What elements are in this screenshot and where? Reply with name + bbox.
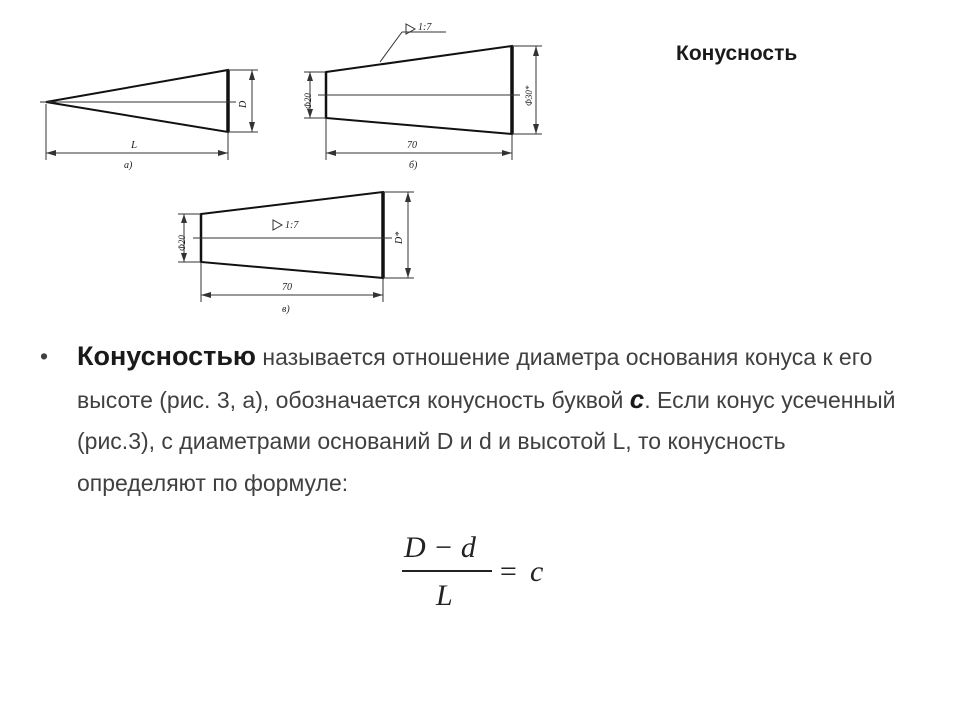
- figure-c-caption: в): [282, 304, 290, 315]
- figure-c-cone: [177, 192, 414, 315]
- cone-b-outline: [326, 46, 512, 134]
- formula-result: c: [530, 555, 544, 588]
- dim-b-length-label: 70: [407, 140, 417, 151]
- cone-c-outline: [201, 192, 383, 278]
- definition-paragraph: [40, 336, 920, 504]
- figure-b-cone: [303, 22, 542, 171]
- definition-part-2: . Если конус усеченный (рис.3), с диаметрами оснований D и d и высотой L, то конусность определяют по формуле:: [77, 386, 896, 496]
- dim-c-length-label: 70: [282, 282, 292, 293]
- definition-term: Конусностью: [77, 341, 256, 371]
- figure-a-caption: а): [124, 160, 133, 171]
- definition-part-1: называется отношение диаметра основания конуса к его высоте (рис. 3, а), обозначается конусность буквой: [77, 344, 873, 413]
- cone-a-outline: [46, 70, 228, 132]
- dim-c-taper-label: 1:7: [285, 220, 299, 231]
- dim-a-diameter-label: D: [238, 100, 249, 108]
- bullet-dot-icon: •: [40, 343, 49, 369]
- figure-b-caption: б): [409, 160, 418, 171]
- dim-c-small-diameter-label: Φ20: [177, 235, 187, 251]
- definition-text: [77, 336, 920, 504]
- formula-equals: =: [498, 555, 519, 588]
- formula-denominator: L: [436, 579, 453, 612]
- dim-b-taper-label: 1:7: [418, 22, 432, 33]
- taper-formula: [398, 525, 568, 615]
- dim-a-length-label: L: [131, 139, 138, 151]
- dim-b-small-diameter-label: Φ20: [303, 93, 313, 109]
- formula-numerator: D − d: [404, 531, 476, 564]
- definition-letter: с: [629, 383, 645, 414]
- dim-c-large-diameter-label: D*: [394, 231, 405, 244]
- slide-title: Конусность: [676, 42, 798, 65]
- figure-a-cone: [40, 70, 258, 171]
- cone-drawings: [0, 0, 960, 330]
- dim-b-large-diameter-label: Φ30*: [524, 85, 534, 106]
